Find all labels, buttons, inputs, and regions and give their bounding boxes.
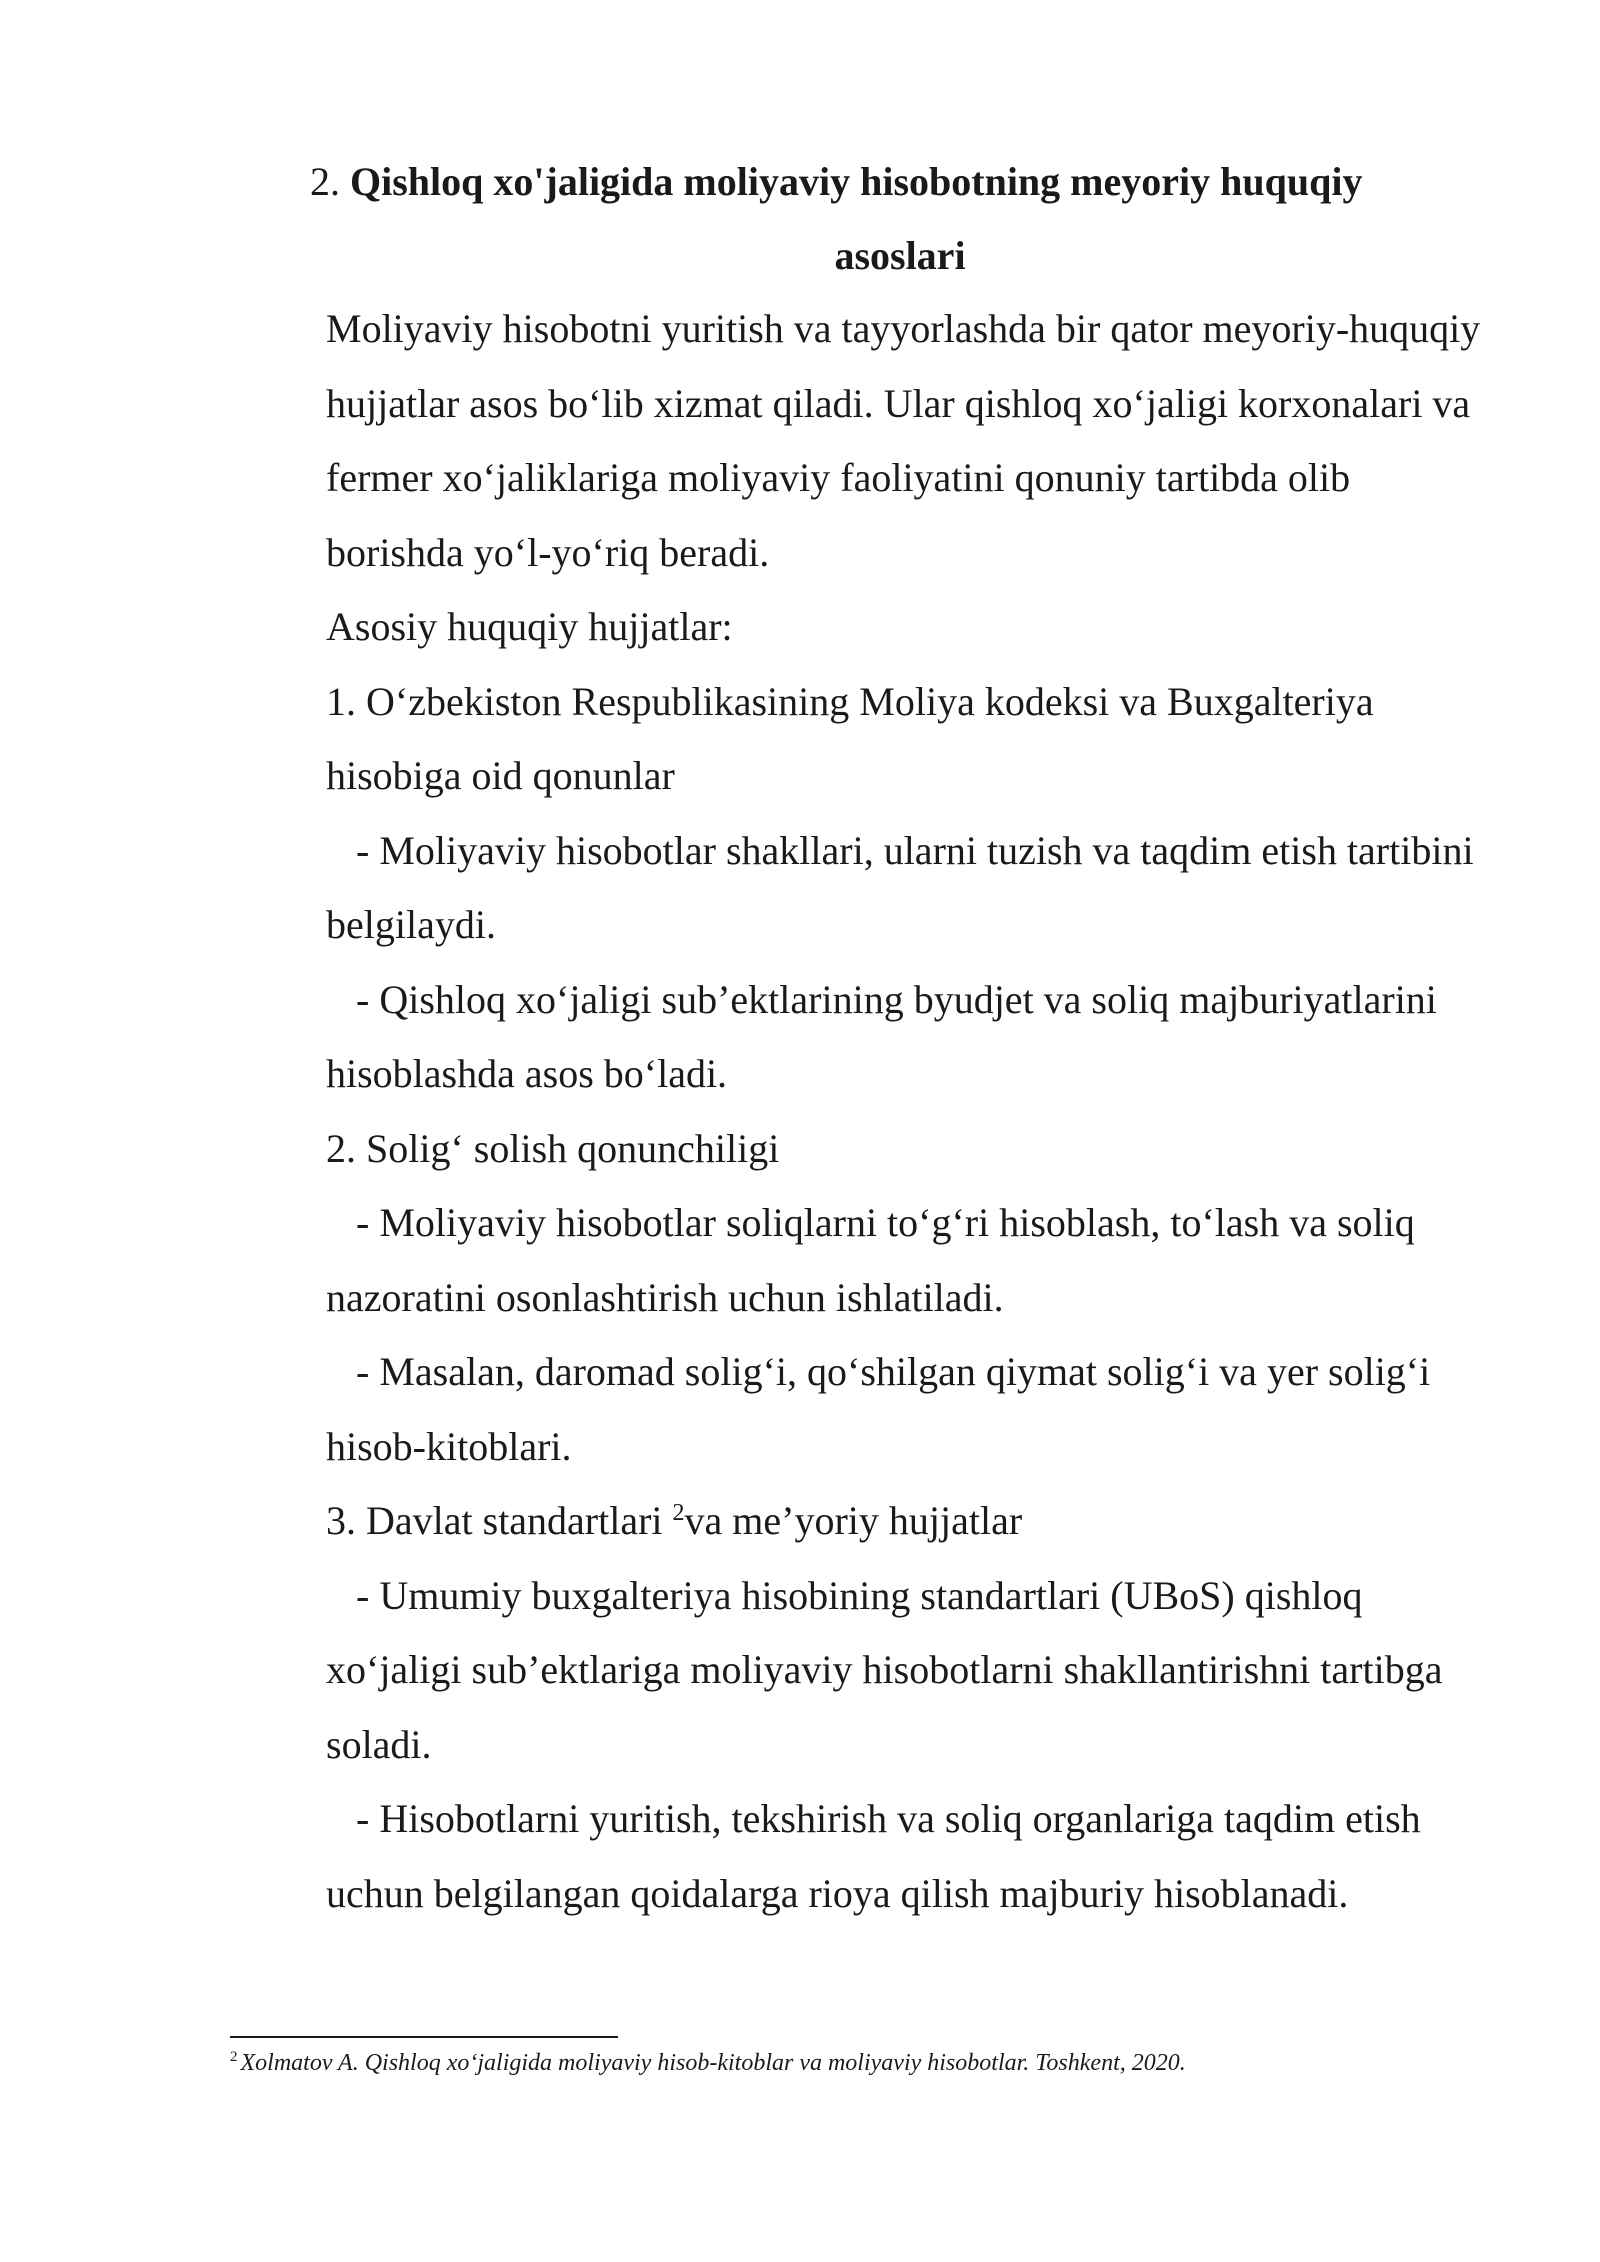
- heading-title-line2: asoslari: [834, 233, 966, 278]
- body-text: [326, 292, 1486, 1931]
- section-2-point-1: - Moliyaviy hisobotlar soliqlarni to‘g‘ri hisoblash, to‘lash va soliq nazoratini osonlashtirish uchun ishlatiladi.: [326, 1200, 1415, 1320]
- list-title: Asosiy huquqiy hujjatlar:: [326, 604, 733, 649]
- footnote: [230, 2046, 1470, 2080]
- heading-number: 2.: [310, 159, 340, 204]
- section-3-title-start: 3. Davlat standartlari: [326, 1498, 673, 1543]
- section-heading: [310, 145, 1470, 293]
- section-1-title: 1. O‘zbekiston Respublikasining Moliya kodeksi va Buxgalteriya hisobiga oid qonunlar: [326, 678, 1374, 798]
- section-3-title-end: va me’yoriy hujjatlar: [684, 1498, 1023, 1543]
- intro-paragraph: Moliyaviy hisobotni yuritish va tayyorlashda bir qator meyoriy-huquqiy hujjatlar asos bo‘lib xizmat qiladi. Ular qishloq xo‘jaligi korxonalari va fermer xo‘jaliklariga moliyaviy faoliyatini qonuniy tartibda olib borishda yo‘l-yo‘riq beradi.: [326, 306, 1481, 575]
- section-2-point-2: - Masalan, daromad solig‘i, qo‘shilgan qiymat solig‘i va yer solig‘i hisob-kitoblari.: [326, 1349, 1431, 1469]
- section-3-point-2: - Hisobotlarni yuritish, tekshirish va soliq organlariga taqdim etish uchun belgilangan qoidalarga rioya qilish majburiy hisoblanadi.: [326, 1796, 1421, 1916]
- footnote-separator: [230, 2036, 618, 2038]
- section-3-point-1: - Umumiy buxgalteriya hisobining standartlari (UBoS) qishloq xo‘jaligi sub’ektlariga moliyaviy hisobotlarni shakllantirishni tartibga soladi.: [326, 1572, 1443, 1767]
- footnote-marker: 2: [230, 2049, 238, 2065]
- section-2-title: 2. Solig‘ solish qonunchiligi: [326, 1125, 780, 1171]
- heading-title-line1: Qishloq xo'jaligida moliyaviy hisobotning meyoriy huquqiy: [350, 159, 1363, 204]
- section-1-point-1: - Moliyaviy hisobotlar shakllari, ularni tuzish va taqdim etish tartibini belgilaydi.: [326, 827, 1474, 947]
- footnote-text: Xolmatov A. Qishloq xo‘jaligida moliyaviy hisob-kitoblar va moliyaviy hisobotlar. Toshkent, 2020.: [240, 2050, 1186, 2076]
- section-1-point-2: - Qishloq xo‘jaligi sub’ektlarining byudjet va soliq majburiyatlarini hisoblashda asos bo‘ladi.: [326, 976, 1437, 1096]
- section-3-title: [326, 1484, 1486, 1559]
- footnote-reference[interactable]: 2: [672, 1500, 685, 1526]
